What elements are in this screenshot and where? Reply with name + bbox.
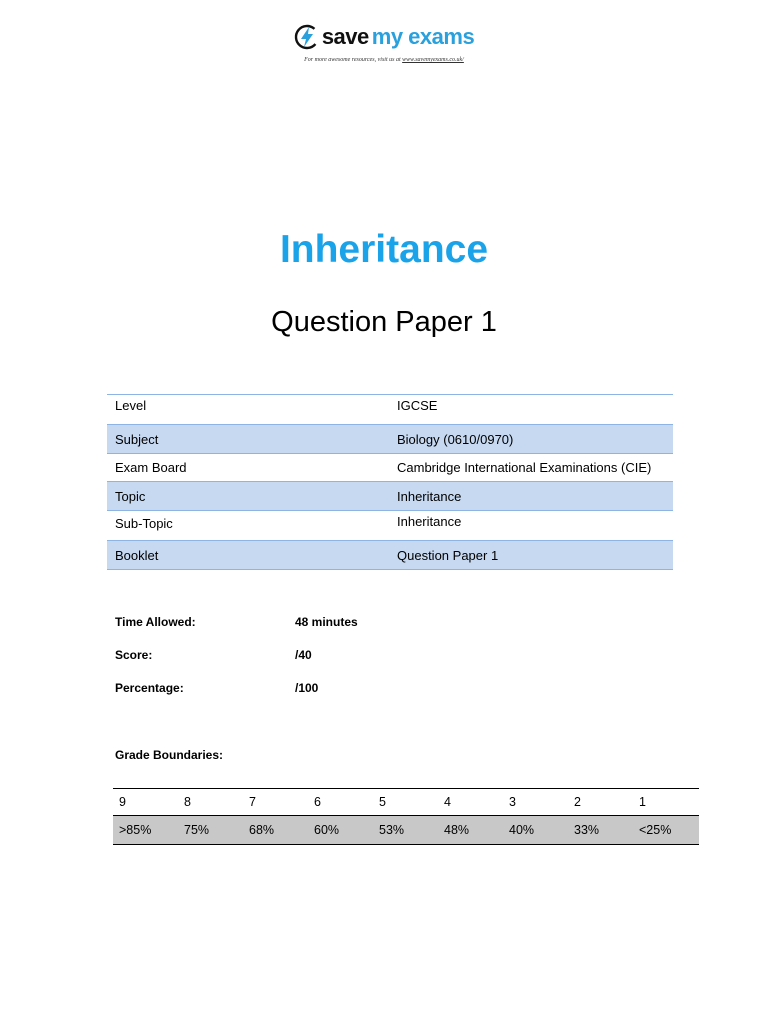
info-key: Subject xyxy=(115,431,159,447)
percentage-row xyxy=(113,815,699,845)
grade-cell: 7 xyxy=(249,795,256,809)
info-row-exam-board xyxy=(107,454,673,482)
info-value: Biology (0610/0970) xyxy=(397,431,514,447)
score-value: /40 xyxy=(295,648,312,662)
document-title: Inheritance xyxy=(279,228,489,271)
grade-cell: 5 xyxy=(379,795,386,809)
percentage-cell: 40% xyxy=(509,823,535,837)
brand-header xyxy=(0,24,768,63)
time-allowed xyxy=(115,615,358,629)
percentage-cell: 60% xyxy=(314,823,340,837)
percentage-value: /100 xyxy=(295,681,319,695)
brand-name-save: save xyxy=(321,24,369,49)
info-row-topic xyxy=(107,482,673,511)
percentage-cell: 48% xyxy=(444,823,470,837)
grade-cell: 4 xyxy=(444,795,451,809)
percentage-label: Percentage: xyxy=(115,681,184,695)
percentage-cell: <25% xyxy=(639,823,672,837)
grade-cell: 3 xyxy=(509,795,516,809)
info-row-level xyxy=(107,395,673,425)
percentage-cell: >85% xyxy=(119,823,152,837)
document-subtitle: Question Paper 1 xyxy=(271,306,497,338)
score xyxy=(115,648,312,662)
percentage-cell: 68% xyxy=(249,823,275,837)
percentage-cell: 33% xyxy=(574,823,600,837)
info-key: Sub-Topic xyxy=(115,516,173,531)
grade-boundaries-table xyxy=(113,788,699,845)
grade-cell: 1 xyxy=(639,795,646,809)
tagline-link[interactable]: www.savemyexams.co.uk/ xyxy=(402,57,464,63)
time-allowed-label: Time Allowed: xyxy=(115,615,196,629)
info-value: Question Paper 1 xyxy=(397,547,499,563)
info-row-subject xyxy=(107,425,673,454)
info-key: Exam Board xyxy=(115,460,187,475)
grade-cell: 6 xyxy=(314,795,321,809)
info-row-booklet xyxy=(107,541,673,570)
info-value: Inheritance xyxy=(397,488,462,504)
tagline xyxy=(0,57,768,63)
info-key: Level xyxy=(115,398,147,413)
info-row-sub-topic xyxy=(107,511,673,541)
lightning-bolt-icon xyxy=(294,24,320,50)
info-value: Inheritance xyxy=(397,514,462,529)
brand-logo xyxy=(294,24,474,50)
info-key: Booklet xyxy=(115,547,159,563)
grade-cell: 8 xyxy=(184,795,191,809)
info-value: Cambridge International Examinations (CIE) xyxy=(397,460,652,475)
percentage xyxy=(115,681,319,695)
grade-cell: 9 xyxy=(119,795,126,809)
time-allowed-value: 48 minutes xyxy=(295,615,358,629)
info-key: Topic xyxy=(115,488,146,504)
brand-name-rest: my exams xyxy=(371,24,475,49)
percentage-cell: 53% xyxy=(379,823,405,837)
info-table xyxy=(107,394,673,570)
score-label: Score: xyxy=(115,648,153,662)
grade-row xyxy=(113,789,699,815)
tagline-text: For more awesome resources, visit us at xyxy=(304,57,401,63)
info-value: IGCSE xyxy=(397,398,438,413)
grade-cell: 2 xyxy=(574,795,581,809)
percentage-cell: 75% xyxy=(184,823,210,837)
grade-boundaries-label: Grade Boundaries: xyxy=(115,748,224,762)
